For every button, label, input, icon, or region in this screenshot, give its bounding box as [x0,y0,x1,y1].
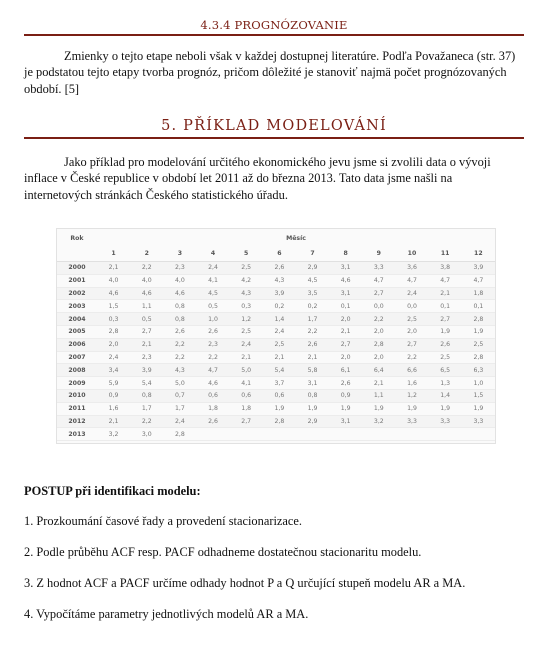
value-cell: 1,9 [362,402,395,415]
value-cell: 2,1 [329,325,362,338]
value-cell: 2,8 [163,428,196,441]
value-cell: 2,0 [329,351,362,364]
year-cell: 2008 [57,364,97,377]
value-cell [196,428,229,441]
value-cell: 2,7 [230,415,263,428]
value-cell: 0,8 [163,300,196,313]
value-cell: 3,7 [263,377,296,390]
value-cell: 3,3 [395,415,428,428]
month-header-6: 6 [263,245,296,262]
table-row [57,415,495,428]
value-cell: 3,6 [395,262,428,275]
value-cell: 2,5 [429,351,462,364]
value-cell: 1,2 [230,313,263,326]
value-cell: 0,3 [97,313,130,326]
value-cell: 3,9 [462,262,495,275]
value-cell: 2,6 [163,325,196,338]
value-cell: 4,5 [196,287,229,300]
table-row [57,364,495,377]
value-cell: 2,1 [296,351,329,364]
paragraph-prognozovanie: Zmienky o tejto etape neboli však v každej dostupnej literatúre. Podľa Považaneca (str. 37) je podstatou tejto etapy tvorba prognóz, pričom dôležité je stanoviť najmä počet prognózovaných období. [5] [24,49,516,96]
value-cell: 5,8 [296,364,329,377]
value-cell: 4,7 [196,364,229,377]
value-cell: 2,7 [429,313,462,326]
value-cell: 2,5 [230,262,263,275]
value-cell [296,428,329,441]
value-cell: 4,0 [130,274,163,287]
table-row [57,262,495,275]
value-cell: 2,4 [230,338,263,351]
step-item-1: 1. Prozkoumání časové řady a provedení stacionarizace. [24,514,302,528]
table-row [57,428,495,441]
month-header-12: 12 [462,245,495,262]
value-cell: 4,7 [395,274,428,287]
value-cell: 0,1 [429,300,462,313]
value-cell: 0,5 [196,300,229,313]
value-cell: 2,6 [196,415,229,428]
year-cell: 2003 [57,300,97,313]
value-cell: 4,6 [329,274,362,287]
table-row [57,338,495,351]
value-cell: 4,0 [97,274,130,287]
section-heading-priklad-modelovani: 5. PŘÍKLAD MODELOVÁNÍ [24,118,524,139]
value-cell: 2,6 [296,338,329,351]
month-header-4: 4 [196,245,229,262]
value-cell: 3,2 [97,428,130,441]
value-cell: 2,1 [362,377,395,390]
value-cell: 6,1 [329,364,362,377]
value-cell: 3,9 [130,364,163,377]
value-cell: 2,1 [97,262,130,275]
value-cell: 4,6 [163,287,196,300]
value-cell: 4,7 [462,274,495,287]
table-row [57,274,495,287]
table-row [57,287,495,300]
value-cell [362,428,395,441]
value-cell: 4,2 [230,274,263,287]
value-cell: 1,6 [395,377,428,390]
value-cell: 1,9 [395,402,428,415]
value-cell: 4,1 [230,377,263,390]
value-cell: 2,6 [196,325,229,338]
value-cell: 2,0 [362,325,395,338]
value-cell: 2,1 [230,351,263,364]
year-cell: 2005 [57,325,97,338]
value-cell [429,428,462,441]
value-cell: 3,9 [263,287,296,300]
value-cell: 2,0 [395,325,428,338]
value-cell: 4,3 [230,287,263,300]
inflation-table [57,231,495,441]
table-row [57,313,495,326]
month-header-11: 11 [429,245,462,262]
table-row [57,300,495,313]
value-cell: 4,0 [163,274,196,287]
value-cell: 2,8 [362,338,395,351]
value-cell [329,428,362,441]
value-cell: 2,5 [395,313,428,326]
value-cell: 2,2 [163,338,196,351]
value-cell: 1,9 [263,402,296,415]
value-cell: 1,3 [429,377,462,390]
year-cell: 2011 [57,402,97,415]
year-cell: 2002 [57,287,97,300]
value-cell: 4,3 [263,274,296,287]
value-cell: 2,8 [462,313,495,326]
value-cell: 4,1 [196,274,229,287]
value-cell: 2,7 [395,338,428,351]
value-cell: 2,0 [97,338,130,351]
value-cell: 2,0 [329,313,362,326]
month-header-10: 10 [395,245,428,262]
postup-heading: POSTUP při identifikaci modelu: [24,484,201,498]
value-cell: 2,7 [329,338,362,351]
value-cell: 3,1 [296,377,329,390]
value-cell: 3,8 [429,262,462,275]
table-body [57,262,495,441]
value-cell: 1,9 [462,325,495,338]
value-cell: 2,2 [163,351,196,364]
year-cell: 2001 [57,274,97,287]
value-cell: 0,2 [296,300,329,313]
value-cell: 3,0 [130,428,163,441]
value-cell: 1,1 [362,389,395,402]
month-header-1: 1 [97,245,130,262]
value-cell: 0,9 [329,389,362,402]
month-group-header: Měsíc [286,234,306,242]
value-cell: 3,3 [429,415,462,428]
value-cell [395,428,428,441]
value-cell: 1,9 [429,325,462,338]
value-cell: 1,8 [230,402,263,415]
value-cell: 1,0 [462,377,495,390]
value-cell: 2,7 [130,325,163,338]
month-header-7: 7 [296,245,329,262]
value-cell: 1,2 [395,389,428,402]
value-cell [263,428,296,441]
table-row [57,325,495,338]
value-cell: 5,4 [263,364,296,377]
value-cell: 2,3 [130,351,163,364]
year-cell: 2000 [57,262,97,275]
value-cell: 1,9 [429,402,462,415]
value-cell: 0,7 [163,389,196,402]
table-row [57,402,495,415]
value-cell: 0,0 [362,300,395,313]
value-cell: 2,2 [196,351,229,364]
value-cell: 2,7 [362,287,395,300]
year-cell: 2012 [57,415,97,428]
step-item-3: 3. Z hodnot ACF a PACF určíme odhady hodnot P a Q určující stupeň modelu AR a MA. [24,576,466,590]
year-cell: 2013 [57,428,97,441]
month-number-row [57,245,495,262]
step-item-2: 2. Podle průběhu ACF resp. PACF odhadneme dostatečnou stacionaritu modelu. [24,545,422,559]
step-item-4: 4. Vypočítáme parametry jednotlivých modelů AR a MA. [24,607,309,621]
table-row [57,377,495,390]
value-cell: 2,4 [196,262,229,275]
value-cell [230,428,263,441]
value-cell: 2,8 [97,325,130,338]
value-cell: 2,8 [263,415,296,428]
table-row [57,351,495,364]
year-column-header: Rok [70,234,84,242]
value-cell: 0,5 [130,313,163,326]
value-cell: 0,6 [196,389,229,402]
section-heading-prognozovanie: 4.3.4 PROGNÓZOVANIE [24,18,524,36]
value-cell: 3,3 [362,262,395,275]
year-cell: 2007 [57,351,97,364]
value-cell: 2,8 [462,351,495,364]
value-cell: 1,4 [429,389,462,402]
value-cell: 0,9 [97,389,130,402]
value-cell: 0,0 [395,300,428,313]
value-cell: 2,1 [130,338,163,351]
value-cell: 1,5 [462,389,495,402]
value-cell: 1,7 [130,402,163,415]
value-cell: 4,7 [362,274,395,287]
value-cell: 2,6 [263,262,296,275]
value-cell: 1,6 [97,402,130,415]
value-cell: 2,2 [130,262,163,275]
table-row [57,389,495,402]
value-cell: 2,2 [296,325,329,338]
year-cell: 2006 [57,338,97,351]
value-cell [462,428,495,441]
value-cell: 0,6 [230,389,263,402]
value-cell: 4,7 [429,274,462,287]
month-header-9: 9 [362,245,395,262]
value-cell: 1,9 [296,402,329,415]
value-cell: 1,7 [163,402,196,415]
value-cell: 4,6 [97,287,130,300]
value-cell: 2,2 [362,313,395,326]
value-cell: 2,1 [263,351,296,364]
value-cell: 5,0 [163,377,196,390]
value-cell: 1,0 [196,313,229,326]
value-cell: 1,5 [97,300,130,313]
value-cell: 2,1 [97,415,130,428]
value-cell: 1,8 [196,402,229,415]
value-cell: 0,2 [263,300,296,313]
year-cell: 2009 [57,377,97,390]
value-cell: 3,2 [362,415,395,428]
value-cell: 3,1 [329,262,362,275]
value-cell: 2,9 [296,262,329,275]
value-cell: 6,6 [395,364,428,377]
empty-header-cell [57,245,97,262]
value-cell: 0,1 [462,300,495,313]
value-cell: 4,3 [163,364,196,377]
month-header-2: 2 [130,245,163,262]
value-cell: 4,6 [196,377,229,390]
value-cell: 3,1 [329,415,362,428]
value-cell: 2,3 [196,338,229,351]
value-cell: 0,8 [163,313,196,326]
value-cell: 0,8 [130,389,163,402]
value-cell: 1,9 [329,402,362,415]
value-cell: 2,5 [230,325,263,338]
value-cell: 2,6 [329,377,362,390]
value-cell: 4,5 [296,274,329,287]
value-cell: 0,8 [296,389,329,402]
paragraph-priklad: Jako příklad pro modelování určitého ekonomického jevu jsme si zvolili data o vývoji inflace v České republice v období let 2011 až do března 2013. Tato data jsme našli na internetových stránkách Českého statistického úřadu. [24,155,491,202]
value-cell: 2,2 [395,351,428,364]
value-cell: 2,5 [263,338,296,351]
value-cell: 3,1 [329,287,362,300]
value-cell: 1,9 [462,402,495,415]
inflation-table-container [56,228,496,444]
value-cell: 2,2 [130,415,163,428]
value-cell: 2,4 [395,287,428,300]
value-cell: 1,8 [462,287,495,300]
table-header-row [57,231,495,245]
value-cell: 5,0 [230,364,263,377]
value-cell: 6,5 [429,364,462,377]
value-cell: 0,3 [230,300,263,313]
value-cell: 1,4 [263,313,296,326]
value-cell: 3,5 [296,287,329,300]
value-cell: 1,7 [296,313,329,326]
month-header-3: 3 [163,245,196,262]
value-cell: 2,3 [163,262,196,275]
month-header-5: 5 [230,245,263,262]
value-cell: 3,4 [97,364,130,377]
value-cell: 2,5 [462,338,495,351]
value-cell: 1,1 [130,300,163,313]
value-cell: 2,9 [296,415,329,428]
month-header-8: 8 [329,245,362,262]
value-cell: 0,6 [263,389,296,402]
value-cell: 5,9 [97,377,130,390]
value-cell: 5,4 [130,377,163,390]
year-cell: 2004 [57,313,97,326]
value-cell: 2,1 [429,287,462,300]
year-cell: 2010 [57,389,97,402]
value-cell: 2,4 [263,325,296,338]
value-cell: 2,4 [163,415,196,428]
value-cell: 6,3 [462,364,495,377]
value-cell: 2,4 [97,351,130,364]
value-cell: 0,1 [329,300,362,313]
value-cell: 2,6 [429,338,462,351]
value-cell: 6,4 [362,364,395,377]
value-cell: 4,6 [130,287,163,300]
value-cell: 2,0 [362,351,395,364]
value-cell: 3,3 [462,415,495,428]
